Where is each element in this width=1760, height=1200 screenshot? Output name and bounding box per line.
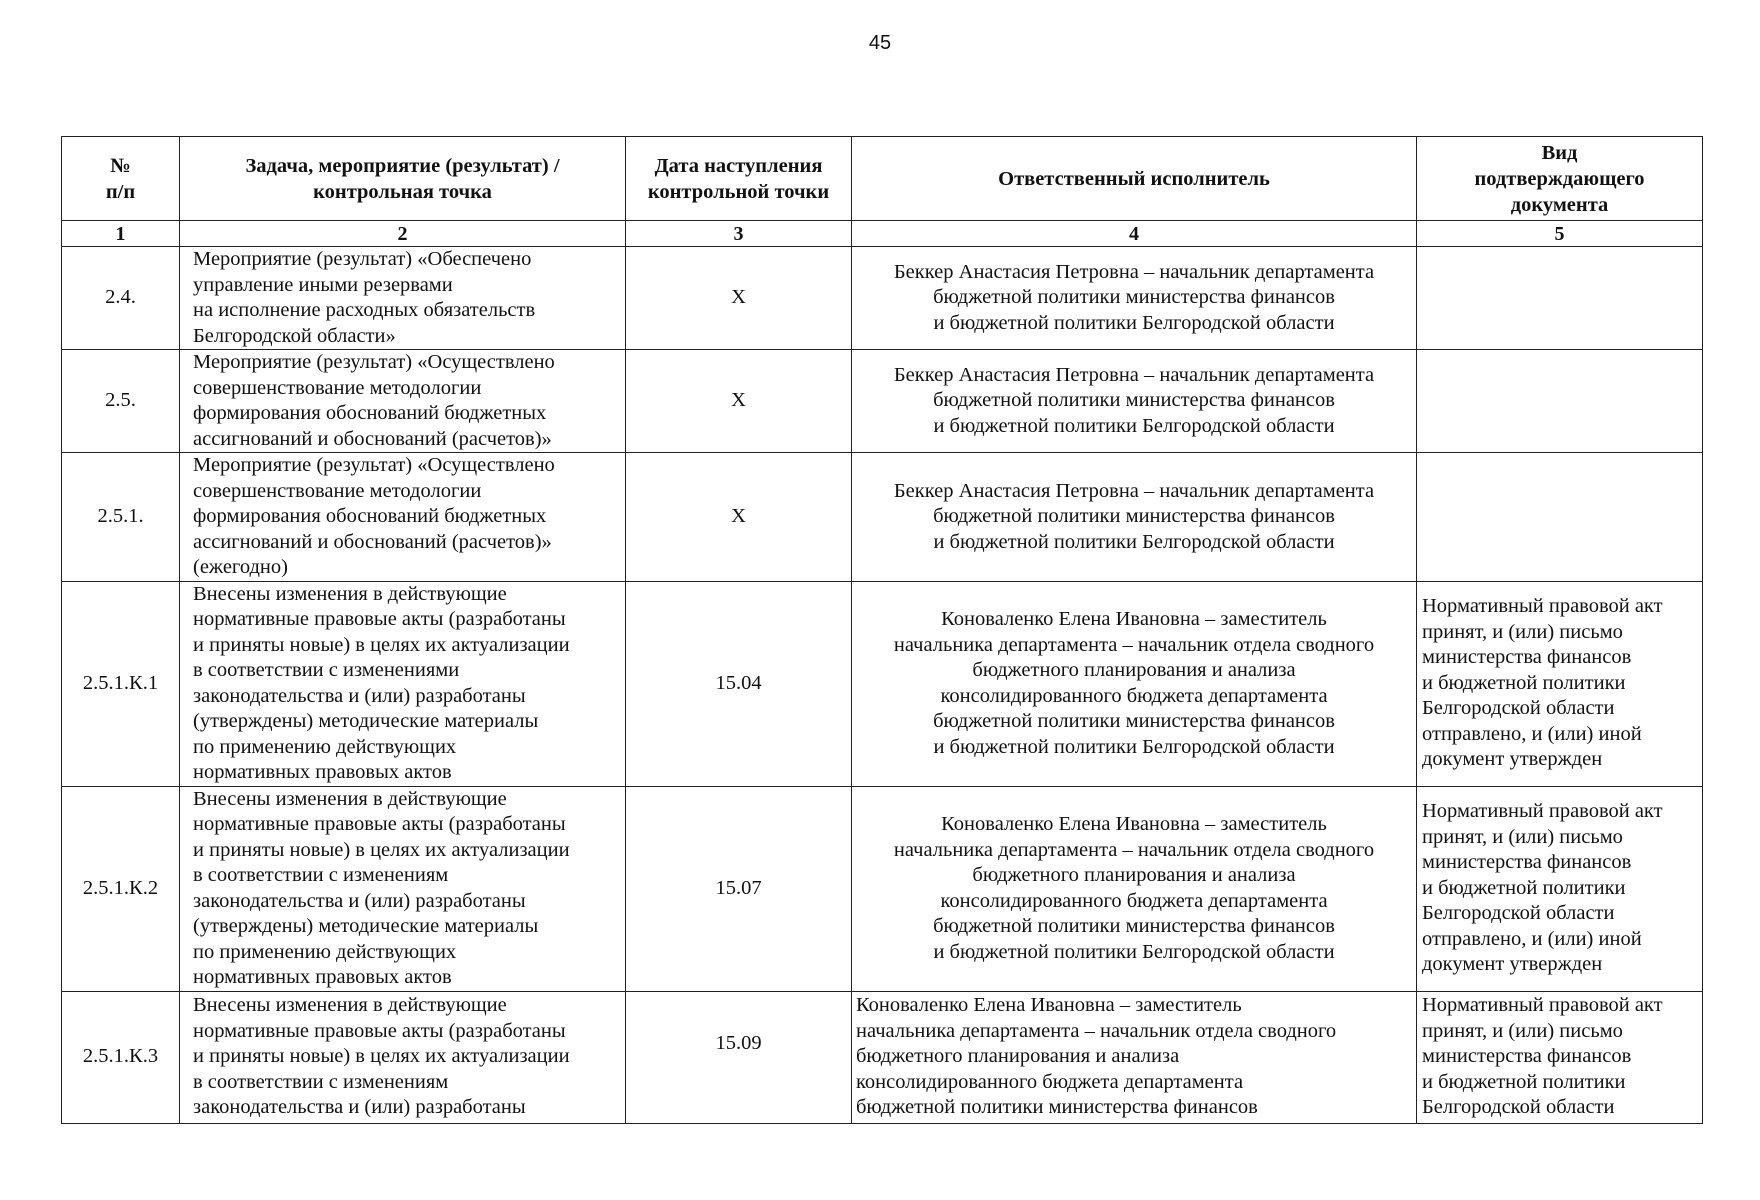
row-date: X <box>626 247 852 350</box>
row-number: 2.5.1.К.1 <box>62 581 180 786</box>
table-header-row <box>62 137 1703 221</box>
row-document: Нормативный правовой акт принят, и (или) письмо министерства финансов и бюджетной политики Белгородской области отправлено, и (или) иной документ утвержден <box>1417 786 1703 991</box>
column-number: 2 <box>180 221 626 247</box>
table-row <box>62 991 1703 1123</box>
row-date: 15.07 <box>626 786 852 991</box>
row-executor: Коноваленко Елена Ивановна – заместитель начальника департамента – начальник отдела сводного бюджетного планирования и анализа консолидированного бюджета департамента бюджетной политики министерства финансов и бюджетной политики Белгородской области <box>852 786 1417 991</box>
header-number: № п/п <box>62 137 180 221</box>
row-number: 2.5.1. <box>62 453 180 582</box>
column-number-row <box>62 221 1703 247</box>
table-row <box>62 786 1703 991</box>
row-task: Мероприятие (результат) «Осуществлено совершенствование методологии формирования обоснований бюджетных ассигнований и обоснований (расчетов)» <box>180 350 626 453</box>
column-number: 4 <box>852 221 1417 247</box>
table-row <box>62 247 1703 350</box>
row-document: Нормативный правовой акт принят, и (или) письмо министерства финансов и бюджетной политики Белгородской области отправлено, и (или) иной документ утвержден <box>1417 581 1703 786</box>
row-executor: Беккер Анастасия Петровна – начальник департамента бюджетной политики министерства финансов и бюджетной политики Белгородской области <box>852 453 1417 582</box>
row-document <box>1417 350 1703 453</box>
row-date: 15.04 <box>626 581 852 786</box>
row-date: 15.09 <box>626 991 852 1123</box>
row-executor: Коноваленко Елена Ивановна – заместитель начальника департамента – начальник отдела сводного бюджетного планирования и анализа консолидированного бюджета департамента бюджетной политики министерства финансов <box>852 991 1417 1123</box>
row-number: 2.5.1.К.3 <box>62 991 180 1123</box>
table-row <box>62 581 1703 786</box>
row-number: 2.4. <box>62 247 180 350</box>
table-row <box>62 350 1703 453</box>
column-number: 1 <box>62 221 180 247</box>
row-executor: Беккер Анастасия Петровна – начальник департамента бюджетной политики министерства финансов и бюджетной политики Белгородской области <box>852 247 1417 350</box>
row-date: X <box>626 350 852 453</box>
row-document <box>1417 453 1703 582</box>
column-number: 3 <box>626 221 852 247</box>
header-executor: Ответственный исполнитель <box>852 137 1417 221</box>
column-number: 5 <box>1417 221 1703 247</box>
row-number: 2.5.1.К.2 <box>62 786 180 991</box>
row-task: Мероприятие (результат) «Осуществлено совершенствование методологии формирования обоснований бюджетных ассигнований и обоснований (расчетов)» (ежегодно) <box>180 453 626 582</box>
row-task: Внесены изменения в действующие нормативные правовые акты (разработаны и приняты новые) в целях их актуализации в соответствии с изменениями законодательства и (или) разработаны (утверждены) методические материалы по применению действующих нормативных правовых актов <box>180 581 626 786</box>
row-document: Нормативный правовой акт принят, и (или) письмо министерства финансов и бюджетной политики Белгородской области <box>1417 991 1703 1123</box>
row-task: Мероприятие (результат) «Обеспечено управление иными резервами на исполнение расходных обязательств Белгородской области» <box>180 247 626 350</box>
row-task: Внесены изменения в действующие нормативные правовые акты (разработаны и приняты новые) в целях их актуализации в соответствии с изменениям законодательства и (или) разработаны (утверждены) методические материалы по применению действующих нормативных правовых актов <box>180 786 626 991</box>
row-document <box>1417 247 1703 350</box>
row-date: X <box>626 453 852 582</box>
row-number: 2.5. <box>62 350 180 453</box>
page-number: 45 <box>868 32 892 54</box>
header-document: Вид подтверждающего документа <box>1417 137 1703 221</box>
row-task: Внесены изменения в действующие нормативные правовые акты (разработаны и приняты новые) в целях их актуализации в соответствии с изменениям законодательства и (или) разработаны <box>180 991 626 1123</box>
header-date: Дата наступления контрольной точки <box>626 137 852 221</box>
row-executor: Беккер Анастасия Петровна – начальник департамента бюджетной политики министерства финансов и бюджетной политики Белгородской области <box>852 350 1417 453</box>
table-row <box>62 453 1703 582</box>
header-task: Задача, мероприятие (результат) / контрольная точка <box>180 137 626 221</box>
control-points-table <box>61 136 1703 1124</box>
row-executor: Коноваленко Елена Ивановна – заместитель начальника департамента – начальник отдела сводного бюджетного планирования и анализа консолидированного бюджета департамента бюджетной политики министерства финансов и бюджетной политики Белгородской области <box>852 581 1417 786</box>
